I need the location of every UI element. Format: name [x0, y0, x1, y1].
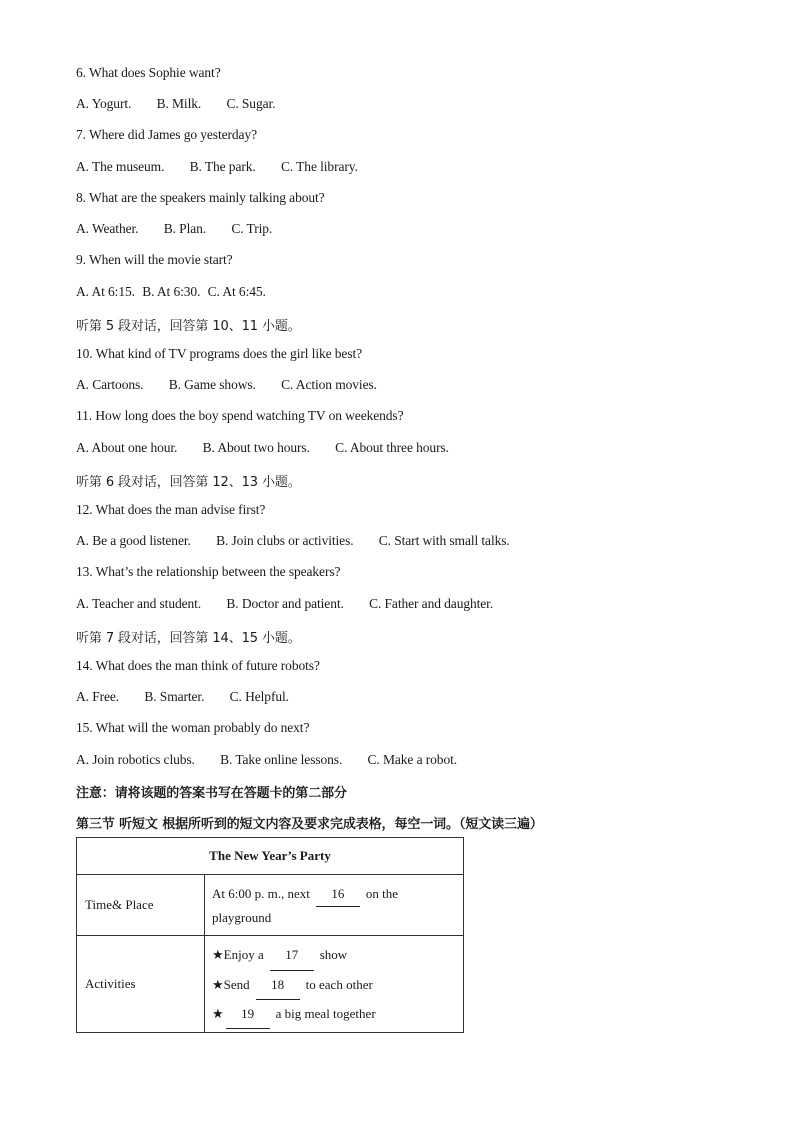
question-15: 15. What will the woman probably do next?	[76, 720, 310, 735]
option-a: A. Cartoons.	[76, 377, 144, 392]
option-c: C. At 6:45.	[207, 284, 266, 299]
question-8: 8. What are the speakers mainly talking about?	[76, 190, 325, 205]
option-c: C. Sugar.	[226, 96, 276, 111]
option-a: A. Join robotics clubs.	[76, 752, 195, 767]
question-11: 11. How long does the boy spend watching TV on weekends?	[76, 408, 404, 423]
option-a: A. About one hour.	[76, 440, 178, 455]
option-c: C. Action movies.	[281, 377, 377, 392]
question-6: 6. What does Sophie want?	[76, 65, 221, 80]
option-c: C. Make a robot.	[367, 752, 458, 767]
option-a: A. Free.	[76, 689, 120, 704]
question-9: 9. When will the movie start?	[76, 252, 233, 267]
question-7: 7. Where did James go yesterday?	[76, 127, 257, 142]
option-b: B. About two hours.	[202, 440, 310, 455]
question-12: 12. What does the man advise first?	[76, 502, 266, 517]
options-10	[76, 377, 377, 393]
option-c: C. Start with small talks.	[378, 533, 510, 548]
dialog-5-instruction: 听第 5 段对话，回答第 10、11 小题。	[76, 319, 301, 334]
option-c: C. Father and daughter.	[369, 596, 494, 611]
question-13: 13. What’s the relationship between the speakers?	[76, 564, 341, 579]
option-c: C. Helpful.	[229, 689, 289, 704]
options-6	[76, 96, 275, 112]
option-c: C. About three hours.	[335, 440, 449, 455]
option-c: C. The library.	[280, 159, 358, 174]
section-3-heading: 第三节 听短文 根据所听到的短文内容及要求完成表格，每空一词。（短文读三遍）	[76, 817, 543, 832]
option-b: B. Plan.	[163, 221, 207, 236]
option-b: B. Doctor and patient.	[226, 596, 344, 611]
option-a: A. Weather.	[76, 221, 139, 236]
time-place-line2: playground	[212, 909, 272, 925]
blank-16[interactable]: 16	[316, 882, 360, 907]
option-b: B. Join clubs or activities.	[216, 533, 354, 548]
activities-cell	[205, 936, 464, 1033]
activity-1-pre: ★Enjoy a	[212, 947, 264, 962]
option-b: B. At 6:30.	[142, 284, 201, 299]
activities-label: Activities	[77, 936, 205, 1033]
options-8	[76, 221, 272, 237]
question-10: 10. What kind of TV programs does the girl like best?	[76, 346, 363, 361]
options-9	[76, 284, 266, 300]
blank-18[interactable]: 18	[256, 971, 300, 1000]
options-15	[76, 752, 457, 768]
option-a: A. At 6:15.	[76, 284, 135, 299]
blank-17[interactable]: 17	[270, 939, 314, 971]
time-place-post: on the	[365, 885, 398, 901]
question-14: 14. What does the man think of future robots?	[76, 658, 320, 673]
time-place-pre: At 6:00 p. m., next	[212, 885, 310, 901]
blank-19[interactable]: 19	[226, 1000, 270, 1029]
dialog-7-instruction: 听第 7 段对话，回答第 14、15 小题。	[76, 631, 301, 646]
options-11	[76, 440, 449, 456]
option-a: A. The museum.	[76, 159, 165, 174]
option-a: A. Teacher and student.	[76, 596, 202, 611]
activity-3-pre: ★	[212, 1006, 224, 1021]
options-7	[76, 159, 358, 175]
table-title: The New Year’s Party	[77, 838, 464, 875]
option-c: C. Trip.	[231, 221, 273, 236]
time-place-cell	[205, 875, 464, 936]
options-13	[76, 596, 493, 612]
option-a: A. Yogurt.	[76, 96, 132, 111]
option-b: B. Milk.	[156, 96, 202, 111]
option-b: B. The park.	[189, 159, 256, 174]
activity-2-pre: ★Send	[212, 977, 250, 992]
option-b: B. Smarter.	[144, 689, 205, 704]
dialog-6-instruction: 听第 6 段对话，回答第 12、13 小题。	[76, 475, 301, 490]
options-12	[76, 533, 510, 549]
activity-1-post: show	[319, 947, 348, 962]
option-b: B. Take online lessons.	[220, 752, 343, 767]
activity-3-post: a big meal together	[275, 1006, 376, 1021]
notice-text: 注意：请将该题的答案书写在答题卡的第二部分	[76, 786, 347, 801]
activity-2-post: to each other	[305, 977, 373, 992]
time-place-label: Time& Place	[77, 875, 205, 936]
party-table	[76, 837, 464, 1033]
option-b: B. Game shows.	[168, 377, 256, 392]
options-14	[76, 689, 289, 705]
option-a: A. Be a good listener.	[76, 533, 191, 548]
